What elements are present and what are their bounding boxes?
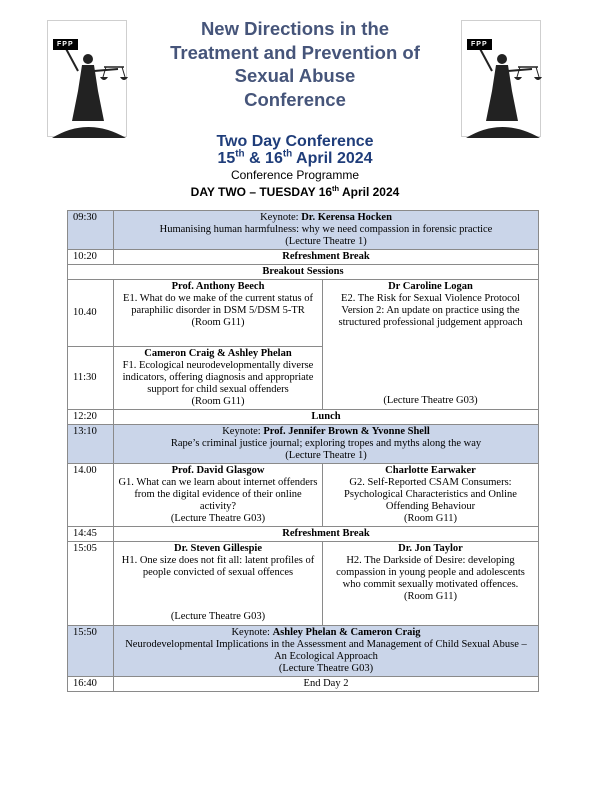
room: (Lecture Theatre 1) [285,236,367,247]
talk-title: Rape’s criminal justice journal; exploring tropes and myths along the way [170,438,482,449]
time-cell: 10:20 [68,250,114,265]
talk-title: H2. The Darkside of Desire: developing compassion in young people and adolescents who commit sexually motivated offences. [336,555,525,590]
time-cell: 14:45 [68,527,114,542]
title-line: Treatment and Prevention of [170,41,420,63]
speaker: Prof. Anthony Beech [171,281,265,292]
speaker: Charlotte Earwaker [385,465,476,476]
room: (Room G11) [191,317,245,328]
talk-title: E1. What do we make of the current status of paraphilic disorder in DSM 5/DSM 5-TR [123,293,313,316]
talk-title: E2. The Risk for Sexual Violence Protocol Version 2: An update on practice using the structured professional judgement approach [338,293,523,328]
speaker: Dr Caroline Logan [388,281,473,292]
break-cell: Refreshment Break [114,250,539,265]
subtitle: Two Day Conference [216,133,374,150]
table-row [68,250,539,265]
speaker: Dr. Kerensa Hocken [301,212,392,223]
room: (Lecture Theatre G03) [383,395,478,406]
end-cell: End Day 2 [114,677,539,692]
title-line: Sexual Abuse [234,65,356,86]
schedule-table [67,210,539,692]
lunch-cell: Lunch [114,410,539,425]
room: (Lecture Theatre G03) [170,513,266,524]
time-cell: 16:40 [68,677,114,692]
keynote-cell: Keynote: Ashley Phelan & Cameron Craig Neurodevelopmental Implications in the Assessment and Management of Child Sexual Abuse – An Ecological Approach (Lecture Theatre G03) [114,626,539,677]
talk-title: Neurodevelopmental Implications in the Assessment and Management of Child Sexual Abuse – An Ecological Approach [125,639,527,662]
title-line: Conference [244,88,346,110]
room: (Room G11) [404,591,457,602]
table-row [68,211,539,250]
fpp-logo-text: FPP [467,39,492,50]
table-row [68,265,539,280]
table-row [68,527,539,542]
keynote-cell: Keynote: Prof. Jennifer Brown & Yvonne Shell Rape’s criminal justice journal; exploring tropes and myths along the way (Lecture Theatre 1) [114,425,539,464]
table-row [68,410,539,425]
programme-label: Conference Programme [230,168,360,182]
talk-title: F1. Ecological neurodevelopmentally diverse indicators, offering diagnosis and appropriate support for child sexual offenders [122,360,314,395]
session-cell [114,464,323,527]
time-cell: 15:05 [68,542,114,626]
session-cell [323,464,539,527]
table-row [68,464,539,527]
speaker: Dr. Jon Taylor [398,543,463,554]
time-cell: 09:30 [68,211,114,250]
time-cell: 12:20 [68,410,114,425]
time-cell: 13:10 [68,425,114,464]
conference-title [130,17,460,111]
breakout-header: Breakout Sessions [68,265,539,280]
room: (Room G11) [404,513,457,524]
time-cell: 14.00 [68,464,114,527]
table-row [68,626,539,677]
break-cell: Refreshment Break [114,527,539,542]
conference-dates: 15th & 16th April 2024 [217,148,373,167]
keynote-cell: Keynote: Dr. Kerensa Hocken Humanising human harmfulness: why we need compassion in forensic practice (Lecture Theatre 1) [114,211,539,250]
table-row [68,542,539,626]
table-row [68,677,539,692]
session-cell-e2 [323,280,539,410]
time-cell: 10.40 [68,280,114,347]
talk-title: H1. One size does not fit all: latent profiles of people convicted of sexual offences [121,555,315,578]
time-cell: 15:50 [68,626,114,677]
session-cell [114,347,323,410]
time-cell: 11:30 [68,347,114,410]
speaker: Dr. Steven Gillespie [174,543,262,554]
room: (Room G11) [191,396,245,407]
day-heading: DAY TWO – TUESDAY 16th April 2024 [190,184,400,199]
speaker: Cameron Craig & Ashley Phelan [144,348,292,359]
talk-title: G2. Self-Reported CSAM Consumers: Psychological Characteristics and Online Offending Behaviour [344,477,517,512]
session-cell [323,542,539,626]
talk-title: G1. What can we learn about internet offenders from the digital evidence of their online activity? [118,477,318,512]
talk-title: Humanising human harmfulness: why we need compassion in forensic practice [159,224,493,235]
title-line: New Directions in the [200,18,390,39]
session-cell [114,542,323,626]
speaker: Ashley Phelan & Cameron Craig [272,627,421,638]
room: (Lecture Theatre G03) [170,611,266,622]
session-cell [114,280,323,347]
room: (Lecture Theatre G03) [278,663,374,674]
fpp-logo-right [461,20,541,137]
subtitle-block [130,133,460,167]
fpp-logo-text: FPP [53,39,78,50]
table-row [68,425,539,464]
table-row [68,280,539,347]
speaker: Prof. Jennifer Brown & Yvonne Shell [263,426,430,437]
speaker: Prof. David Glasgow [171,465,265,476]
room: (Lecture Theatre 1) [285,450,367,461]
fpp-logo-left [47,20,127,137]
